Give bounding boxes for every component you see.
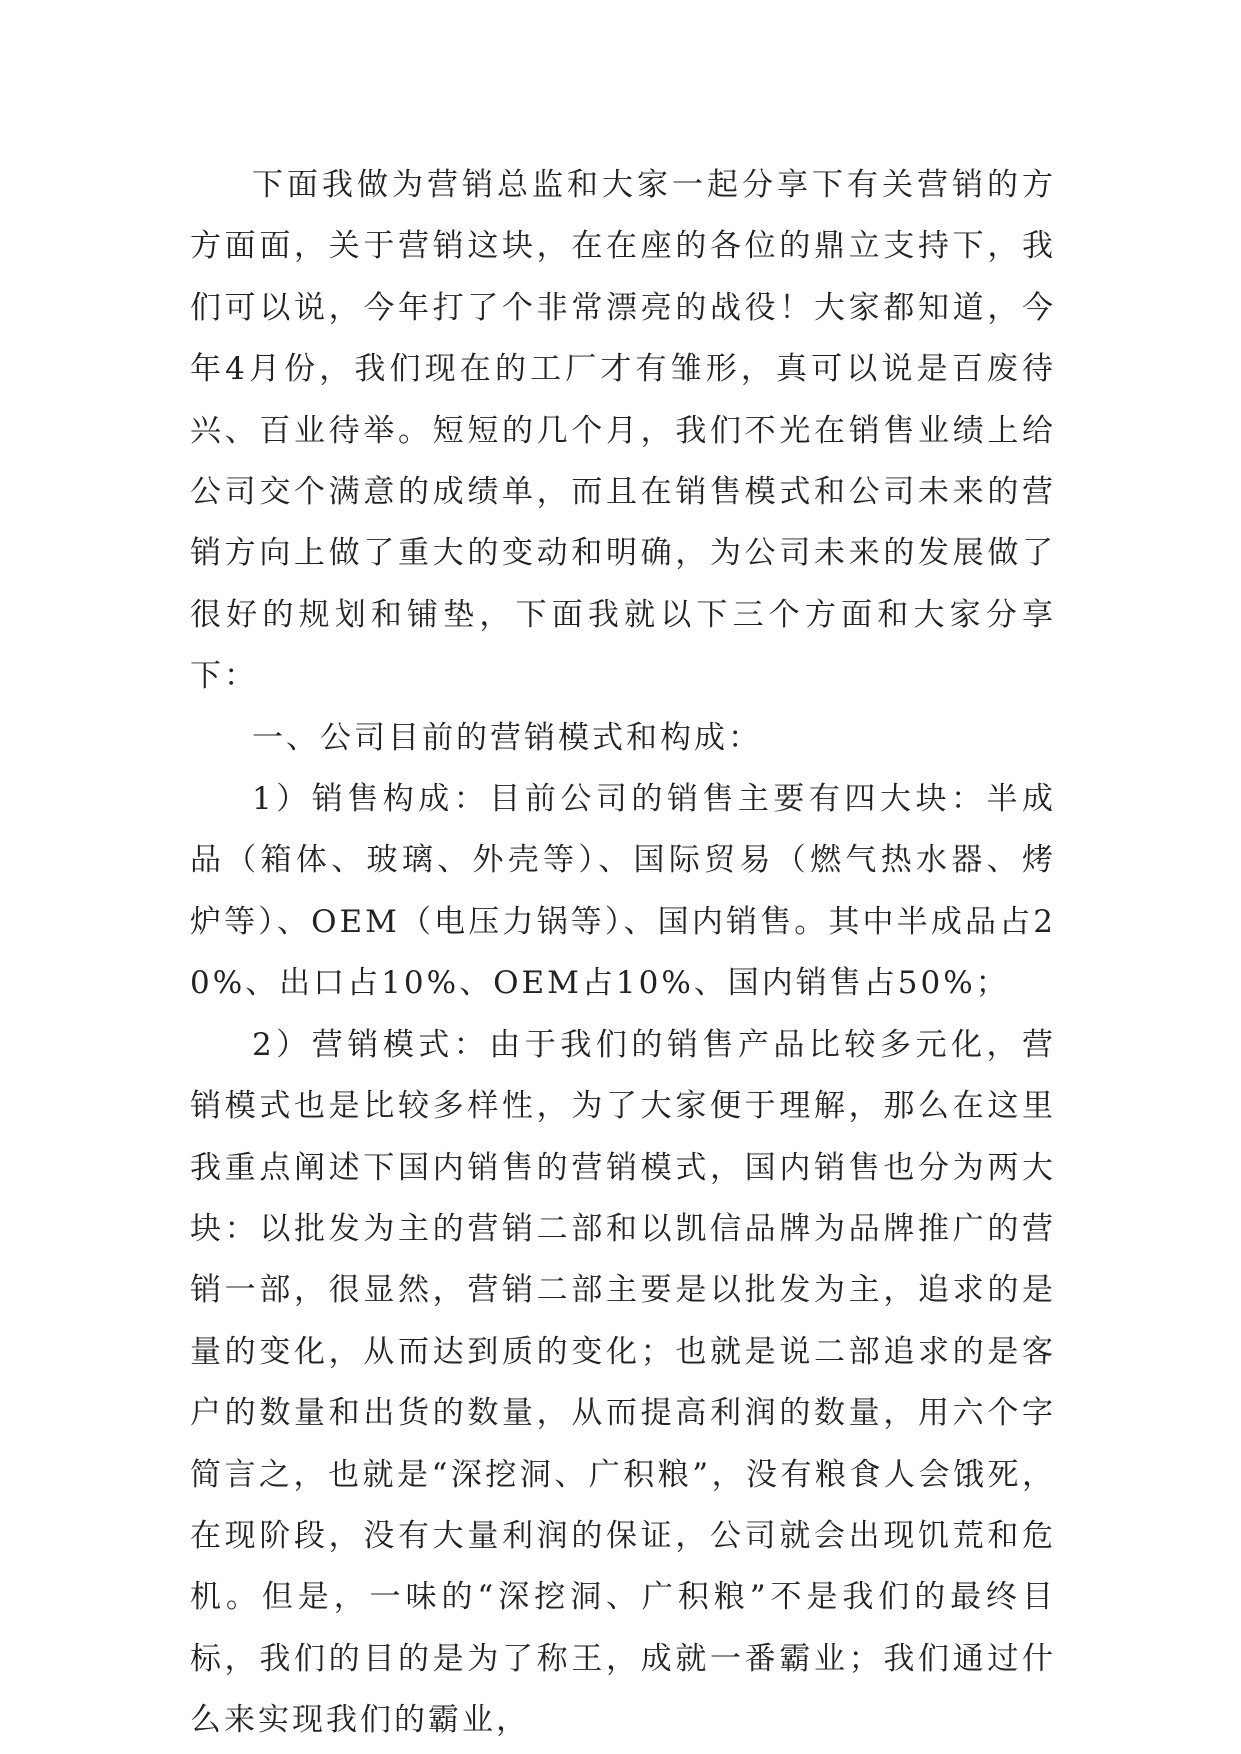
paragraph-sales-composition: 1）销售构成：目前公司的销售主要有四大块：半成品（箱体、玻璃、外壳等）、国际贸易（燃气热水器、烤炉等）、OEM（电压力锅等）、国内销售。其中半成品占20%、出口占10%、OEM占10%、国内销售占50%； xyxy=(190,781,1056,1002)
paragraph-marketing-model: 2）营销模式：由于我们的销售产品比较多元化，营销模式也是比较多样性，为了大家便于理解，那么在这里我重点阐述下国内销售的营销模式，国内销售也分为两大块：以批发为主的营销二部和以凯信品牌为品牌推广的营销一部，很显然，营销二部主要是以批发为主，追求的是量的变化，从而达到质的变化；也就是说二部追求的是客户的数量和出货的数量，从而提高利润的数量，用六个字简言之，也就是“深挖洞、广积粮”，没有粮食人会饿死，在现阶段，没有大量利润的保证，公司就会出现饥荒和危机。但是，一味的“深挖洞、广积粮”不是我们的最终目标，我们的目的是为了称王，成就一番霸业；我们通过什么来实现我们的霸业， xyxy=(190,1026,1056,1739)
section-heading-marketing-model: 一、公司目前的营销模式和构成： xyxy=(252,719,762,756)
paragraph-intro: 下面我做为营销总监和大家一起分享下有关营销的方方面面，关于营销这块，在在座的各位的鼎立支持下，我们可以说，今年打了个非常漂亮的战役！大家都知道，今年4月份，我们现在的工厂才有雏形，真可以说是百废待兴、百业待举。短短的几个月，我们不光在销售业绩上给公司交个满意的成绩单，而且在销售模式和公司未来的营销方向上做了重大的变动和明确，为公司未来的发展做了很好的规划和铺垫，下面我就以下三个方面和大家分享下： xyxy=(190,167,1056,695)
document-body xyxy=(190,155,1056,1752)
